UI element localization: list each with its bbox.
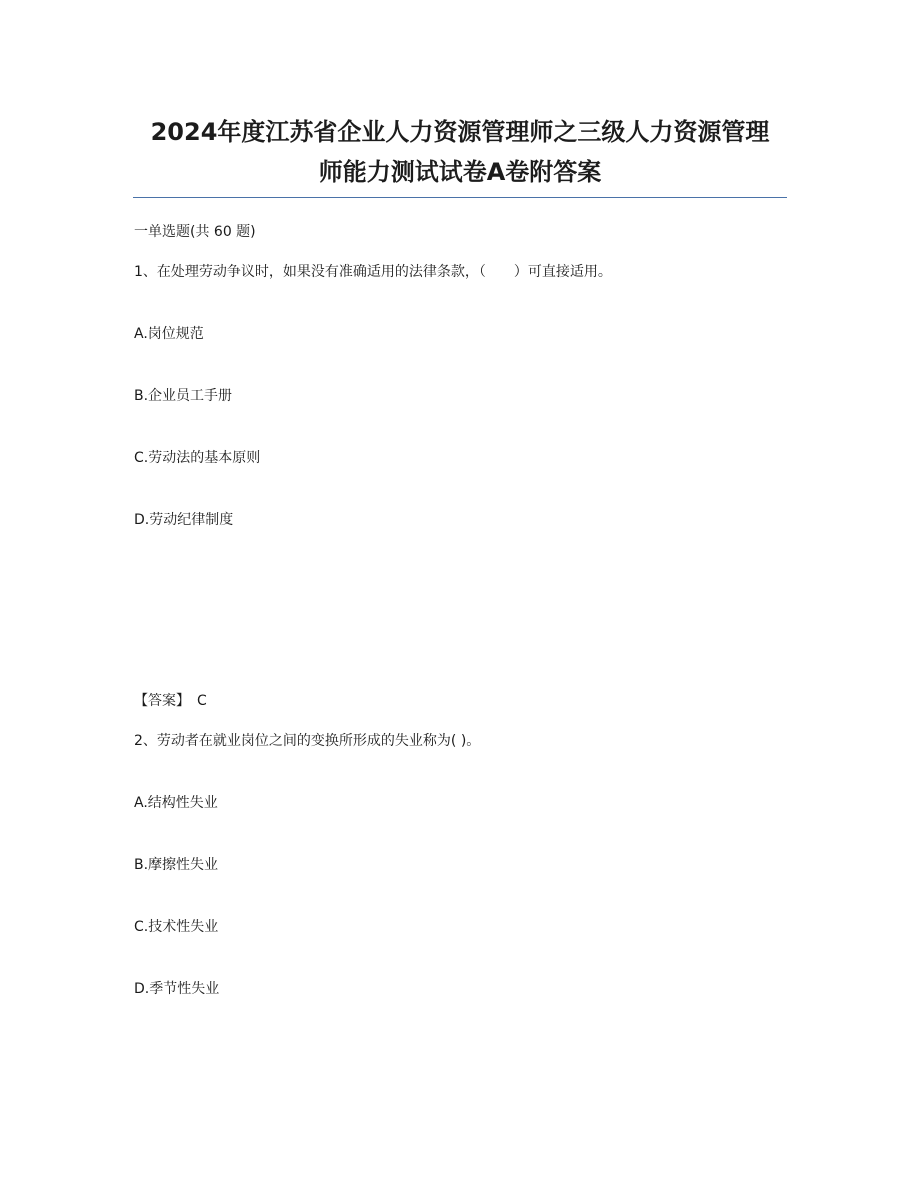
section-heading: 一单选题(共 60 题) [134, 224, 256, 240]
question-2-option-c: C.技术性失业 [134, 919, 219, 935]
question-1-answer: 【答案】 C [134, 693, 207, 709]
title-line-2: 师能力测试试卷A卷附答案 [318, 158, 602, 186]
title-divider [133, 197, 787, 198]
question-2-option-a: A.结构性失业 [134, 795, 218, 811]
document-title [120, 112, 800, 192]
question-2-stem: 2、劳动者在就业岗位之间的变换所形成的失业称为( )。 [134, 733, 481, 749]
question-1-option-b: B.企业员工手册 [134, 388, 233, 404]
question-1-option-d: D.劳动纪律制度 [134, 512, 234, 528]
question-1-option-c: C.劳动法的基本原则 [134, 450, 261, 466]
question-1-stem: 1、在处理劳动争议时，如果没有准确适用的法律条款，（ ）可直接适用。 [134, 264, 612, 280]
title-line-1: 2024年度江苏省企业人力资源管理师之三级人力资源管理 [150, 118, 770, 146]
question-2-option-d: D.季节性失业 [134, 981, 220, 997]
question-1-option-a: A.岗位规范 [134, 326, 204, 342]
question-2-option-b: B.摩擦性失业 [134, 857, 219, 873]
